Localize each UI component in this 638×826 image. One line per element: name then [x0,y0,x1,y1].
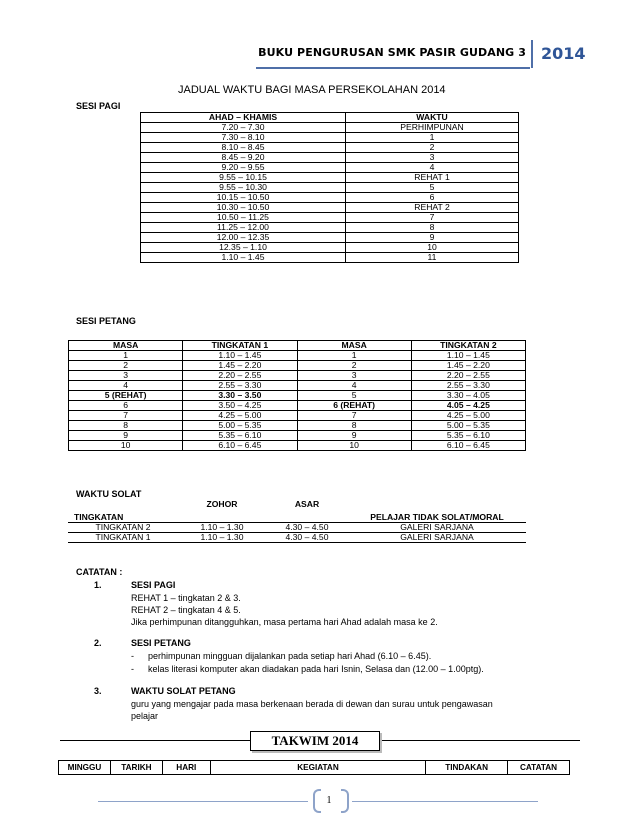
table-cell: 6.10 – 6.45 [183,441,297,451]
table-header: TINDAKAN [426,761,508,775]
table-cell: 4 [297,381,411,391]
table-cell: 8 [346,223,519,233]
table-cell: 8.45 – 9.20 [141,153,346,163]
note-number: 3. [94,686,102,696]
table-cell: 6 (REHAT) [297,401,411,411]
table-cell: 2.20 – 2.55 [411,371,525,381]
table-row [141,163,519,173]
table-cell: 9 [69,431,183,441]
table-row [68,532,526,542]
table-cell: 10 [346,243,519,253]
table-header: MASA [297,341,411,351]
footer-rule-right [352,801,538,802]
table-cell: 9.55 – 10.30 [141,183,346,193]
table-cell: 3 [69,371,183,381]
table-cell: 4.25 – 5.00 [183,411,297,421]
table-cell: REHAT 2 [346,203,519,213]
table-row [69,381,526,391]
table-header: TINGKATAN [74,511,124,522]
table-cell: 9.20 – 9.55 [141,163,346,173]
table-cell: 10 [69,441,183,451]
table-cell: 2.55 – 3.30 [411,381,525,391]
table-cell: 8.10 – 8.45 [141,143,346,153]
table-row [141,173,519,183]
sesi-pagi-label: SESI PAGI [76,101,121,111]
footer-rule-left [98,801,308,802]
table-cell: 4.30 – 4.50 [266,522,348,532]
table-header: ASAR [294,499,320,509]
table-header: AHAD – KHAMIS [141,113,346,123]
table-row [141,183,519,193]
waktu-solat-label: WAKTU SOLAT [76,489,142,499]
table-row [141,223,519,233]
table-cell: 7.20 – 7.30 [141,123,346,133]
table-cell: 1 [69,351,183,361]
table-cell: 1.10 – 1.30 [178,532,266,542]
table-cell: 10.30 – 10.50 [141,203,346,213]
table-cell: 9.55 – 10.15 [141,173,346,183]
note-number: 1. [94,580,102,590]
page-number: 1 [326,795,332,806]
table-cell: 12.35 – 1.10 [141,243,346,253]
table-row [69,401,526,411]
table-cell: 2 [69,361,183,371]
bullet-dash: - [131,651,134,661]
table-cell: 5 [297,391,411,401]
table-row [69,431,526,441]
header-year: 2014 [531,40,587,68]
table-cell: 11 [346,253,519,263]
document-title: JADUAL WAKTU BAGI MASA PERSEKOLAHAN 2014 [178,84,446,96]
note-number: 2. [94,638,102,648]
table-row [141,143,519,153]
table-header: MINGGU [59,761,111,775]
table-header-row [68,500,526,522]
table-cell: 10.15 – 10.50 [141,193,346,203]
table-cell: 1 [297,351,411,361]
bullet-dash: - [131,664,134,674]
table-cell: PERHIMPUNAN [346,123,519,133]
table-row [141,153,519,163]
table-cell: 4.25 – 5.00 [411,411,525,421]
page-header [0,40,638,70]
table-header: TINGKATAN 1 [183,341,297,351]
table-cell: 4 [69,381,183,391]
takwim-table [58,760,570,775]
table-cell: 2.55 – 3.30 [183,381,297,391]
note-bullet: kelas literasi komputer akan diadakan pada hari Isnin, Selasa dan (12.00 – 1.00ptg). [148,664,484,674]
table-cell: 2 [346,143,519,153]
note-heading: WAKTU SOLAT PETANG [131,686,236,696]
table-cell: 9 [346,233,519,243]
table-cell: 1.10 – 1.30 [178,522,266,532]
table-header: CATATAN [508,761,570,775]
table-cell: 5 (REHAT) [69,391,183,401]
note-line: REHAT 1 – tingkatan 2 & 3. [131,593,241,603]
table-cell: 1.10 – 1.45 [411,351,525,361]
table-row [141,213,519,223]
table-header: PELAJAR TIDAK SOLAT/MORAL [370,511,504,522]
table-cell: 3.50 – 4.25 [183,401,297,411]
table-cell: 3.30 – 3.50 [183,391,297,401]
table-cell: 2 [297,361,411,371]
table-row [141,253,519,263]
table-header: KEGIATAN [210,761,425,775]
table-cell: 6 [69,401,183,411]
table-cell: 1 [346,133,519,143]
table-cell: 6.10 – 6.45 [411,441,525,451]
table-row [141,233,519,243]
table-row [69,411,526,421]
table-cell: 1.10 – 1.45 [183,351,297,361]
table-cell: 9 [297,431,411,441]
catatan-label: CATATAN : [76,567,123,577]
table-cell: TINGKATAN 1 [68,532,178,542]
table-cell: 3 [346,153,519,163]
table-header-row [59,761,570,775]
table-cell: 1.45 – 2.20 [183,361,297,371]
table-row [69,371,526,381]
table-cell: 10.50 – 11.25 [141,213,346,223]
note-heading: SESI PETANG [131,638,191,648]
table-cell: 11.25 – 12.00 [141,223,346,233]
table-cell: 10 [297,441,411,451]
table-cell: REHAT 1 [346,173,519,183]
sesi-petang-table [68,340,526,451]
table-header: TARIKH [110,761,162,775]
note-line: guru yang mengajar pada masa berkenaan berada di dewan dan surau untuk pengawasan [131,699,493,709]
table-row [141,193,519,203]
table-cell: 12.00 – 12.35 [141,233,346,243]
table-row [141,203,519,213]
table-cell: GALERI SARJANA [348,522,526,532]
table-cell: GALERI SARJANA [348,532,526,542]
table-header: HARI [162,761,210,775]
note-bullet: perhimpunan mingguan dijalankan pada setiap hari Ahad (6.10 – 6.45). [148,651,432,661]
table-header: TINGKATAN 2 [411,341,525,351]
table-row [69,361,526,371]
table-row [69,421,526,431]
table-cell: 5.00 – 5.35 [183,421,297,431]
header-title: BUKU PENGURUSAN SMK PASIR GUDANG 3 [258,46,526,59]
table-cell: 5 [346,183,519,193]
table-row [69,391,526,401]
sesi-pagi-table [140,112,519,263]
table-cell: 7 [346,213,519,223]
table-header: MASA [69,341,183,351]
table-row [141,133,519,143]
note-heading: SESI PAGI [131,580,176,590]
table-row [69,441,526,451]
table-cell: 2.20 – 2.55 [183,371,297,381]
table-cell: 5.35 – 6.10 [411,431,525,441]
table-cell: 5.00 – 5.35 [411,421,525,431]
table-cell: 7.30 – 8.10 [141,133,346,143]
table-cell: 4.30 – 4.50 [266,532,348,542]
table-cell: 8 [297,421,411,431]
table-cell: 7 [297,411,411,421]
note-line: Jika perhimpunan ditangguhkan, masa pertama hari Ahad adalah masa ke 2. [131,617,438,627]
note-line: REHAT 2 – tingkatan 4 & 5. [131,605,241,615]
table-cell: 8 [69,421,183,431]
table-cell: 1.45 – 2.20 [411,361,525,371]
table-cell: 6 [346,193,519,203]
table-cell: 3 [297,371,411,381]
waktu-solat-table [68,500,526,543]
table-header: WAKTU [346,113,519,123]
takwim-title: TAKWIM 2014 [250,731,380,751]
table-cell: 5.35 – 6.10 [183,431,297,441]
table-row [69,351,526,361]
header-rule [256,67,530,69]
table-cell: 4 [346,163,519,173]
table-header: ZOHOR [206,499,238,509]
table-row [141,123,519,133]
table-cell: 4.05 – 4.25 [411,401,525,411]
table-cell: 1.10 – 1.45 [141,253,346,263]
table-row [68,522,526,532]
table-cell: 7 [69,411,183,421]
table-cell: TINGKATAN 2 [68,522,178,532]
sesi-petang-label: SESI PETANG [76,316,136,326]
table-row [141,243,519,253]
note-line: pelajar [131,711,159,721]
table-cell: 3.30 – 4.05 [411,391,525,401]
